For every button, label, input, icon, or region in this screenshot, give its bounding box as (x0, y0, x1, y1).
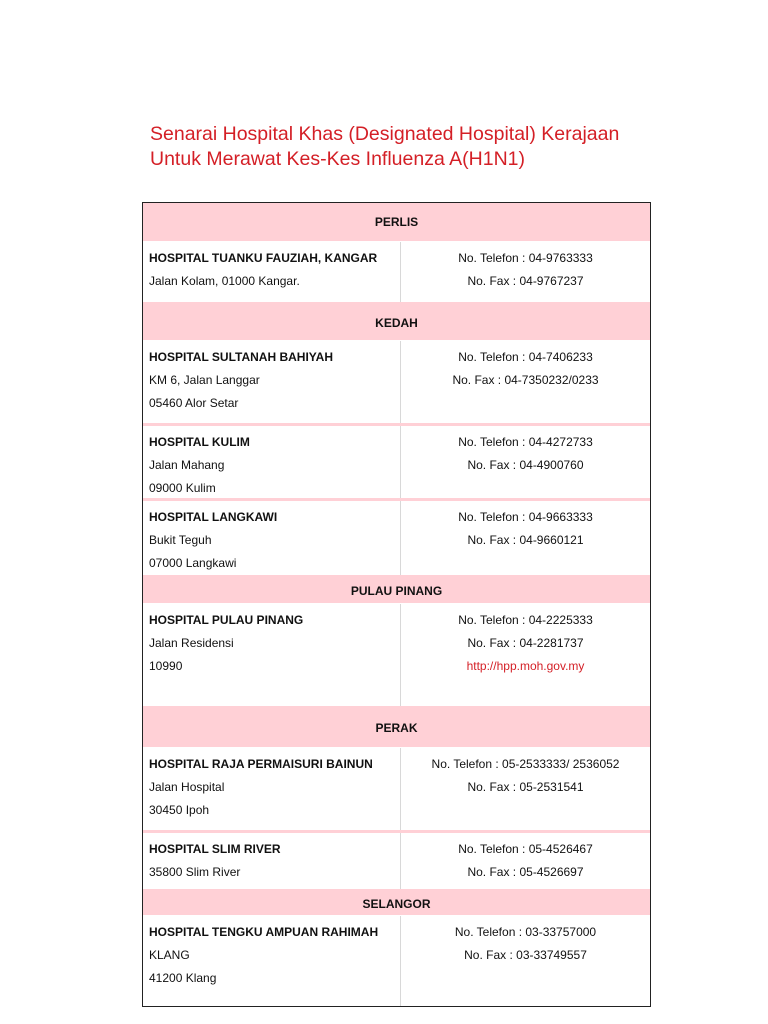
hospital-row (143, 833, 650, 892)
fax-number: No. Fax : 04-9767237 (467, 274, 584, 288)
hospital-name: HOSPITAL LANGKAWI (149, 510, 278, 524)
state-header-kedah: KEDAH (143, 305, 650, 341)
hospital-row (143, 426, 650, 501)
fax-number: No. Fax : 05-4526697 (467, 865, 584, 879)
hospital-row (143, 341, 650, 426)
fax-number: No. Fax : 03-33749557 (464, 948, 587, 962)
hospital-contact (401, 242, 650, 302)
fax-number: No. Fax : 04-4900760 (467, 458, 584, 472)
hospital-details (143, 242, 401, 302)
hospital-address-line: 41200 Klang (149, 971, 217, 985)
hospital-name: HOSPITAL TUANKU FAUZIAH, KANGAR (149, 251, 378, 265)
phone-number: No. Telefon : 05-4526467 (458, 842, 593, 856)
hospital-details (143, 833, 401, 889)
hospital-address-line: 10990 (149, 659, 183, 673)
hospital-name: HOSPITAL SLIM RIVER (149, 842, 281, 856)
hospital-row (143, 916, 650, 1006)
fax-number: No. Fax : 05-2531541 (467, 780, 584, 794)
hospital-details (143, 748, 401, 830)
hospital-details (143, 426, 401, 498)
fax-number: No. Fax : 04-7350232/0233 (452, 373, 599, 387)
fax-number: No. Fax : 04-9660121 (467, 533, 584, 547)
hospital-contact (401, 604, 650, 706)
hospital-address-line: Jalan Mahang (149, 458, 225, 472)
state-header-selangor: SELANGOR (143, 892, 650, 916)
title-line-1: Senarai Hospital Khas (Designated Hospital) Kerajaan (150, 123, 620, 145)
phone-number: No. Telefon : 04-7406233 (458, 350, 593, 364)
hospital-address-line: 35800 Slim River (149, 865, 241, 879)
hospital-contact (401, 833, 650, 889)
hospital-address-line: Jalan Residensi (149, 636, 234, 650)
state-header-pulau-pinang: PULAU PINANG (143, 578, 650, 604)
phone-number: No. Telefon : 03-33757000 (454, 925, 597, 939)
hospital-row (143, 242, 650, 305)
hospital-row (143, 604, 650, 709)
hospital-name: HOSPITAL TENGKU AMPUAN RAHIMAH (149, 925, 379, 939)
document-title (150, 122, 710, 172)
hospital-address-line: KM 6, Jalan Langgar (149, 373, 260, 387)
hospital-contact (401, 426, 650, 498)
hospital-name: HOSPITAL RAJA PERMAISURI BAINUN (149, 757, 373, 771)
state-header-perlis: PERLIS (143, 203, 650, 242)
hospital-name: HOSPITAL KULIM (149, 435, 250, 449)
hospital-address-line: Jalan Hospital (149, 780, 225, 794)
hospital-address-line: 05460 Alor Setar (149, 396, 239, 410)
phone-number: No. Telefon : 04-9663333 (458, 510, 593, 524)
hospital-name: HOSPITAL PULAU PINANG (149, 613, 304, 627)
hospital-name: HOSPITAL SULTANAH BAHIYAH (149, 350, 334, 364)
hospital-table (142, 202, 651, 1007)
hospital-contact (401, 501, 650, 575)
phone-number: No. Telefon : 04-9763333 (458, 251, 593, 265)
phone-number: No. Telefon : 04-4272733 (458, 435, 593, 449)
title-line-2: Untuk Merawat Kes-Kes Influenza A(H1N1) (150, 148, 525, 170)
hospital-address-line: KLANG (149, 948, 190, 962)
phone-number: No. Telefon : 04-2225333 (458, 613, 593, 627)
hospital-details (143, 916, 401, 1006)
state-header-perak: PERAK (143, 709, 650, 748)
hospital-address-line: Jalan Kolam, 01000 Kangar. (149, 274, 300, 288)
hospital-address-line: 30450 Ipoh (149, 803, 210, 817)
fax-number: No. Fax : 04-2281737 (467, 636, 584, 650)
hospital-row (143, 501, 650, 578)
hospital-details (143, 604, 401, 706)
hospital-contact (401, 916, 650, 1006)
hospital-address-line: Bukit Teguh (149, 533, 212, 547)
hospital-contact (401, 748, 650, 830)
hospital-row (143, 748, 650, 833)
hospital-address-line: 07000 Langkawi (149, 556, 237, 570)
phone-number: No. Telefon : 05-2533333/ 2536052 (431, 757, 620, 771)
hospital-details (143, 341, 401, 423)
hospital-contact (401, 341, 650, 423)
hospital-website-link[interactable]: http://hpp.moh.gov.my (466, 659, 585, 673)
hospital-address-line: 09000 Kulim (149, 481, 216, 495)
hospital-details (143, 501, 401, 575)
